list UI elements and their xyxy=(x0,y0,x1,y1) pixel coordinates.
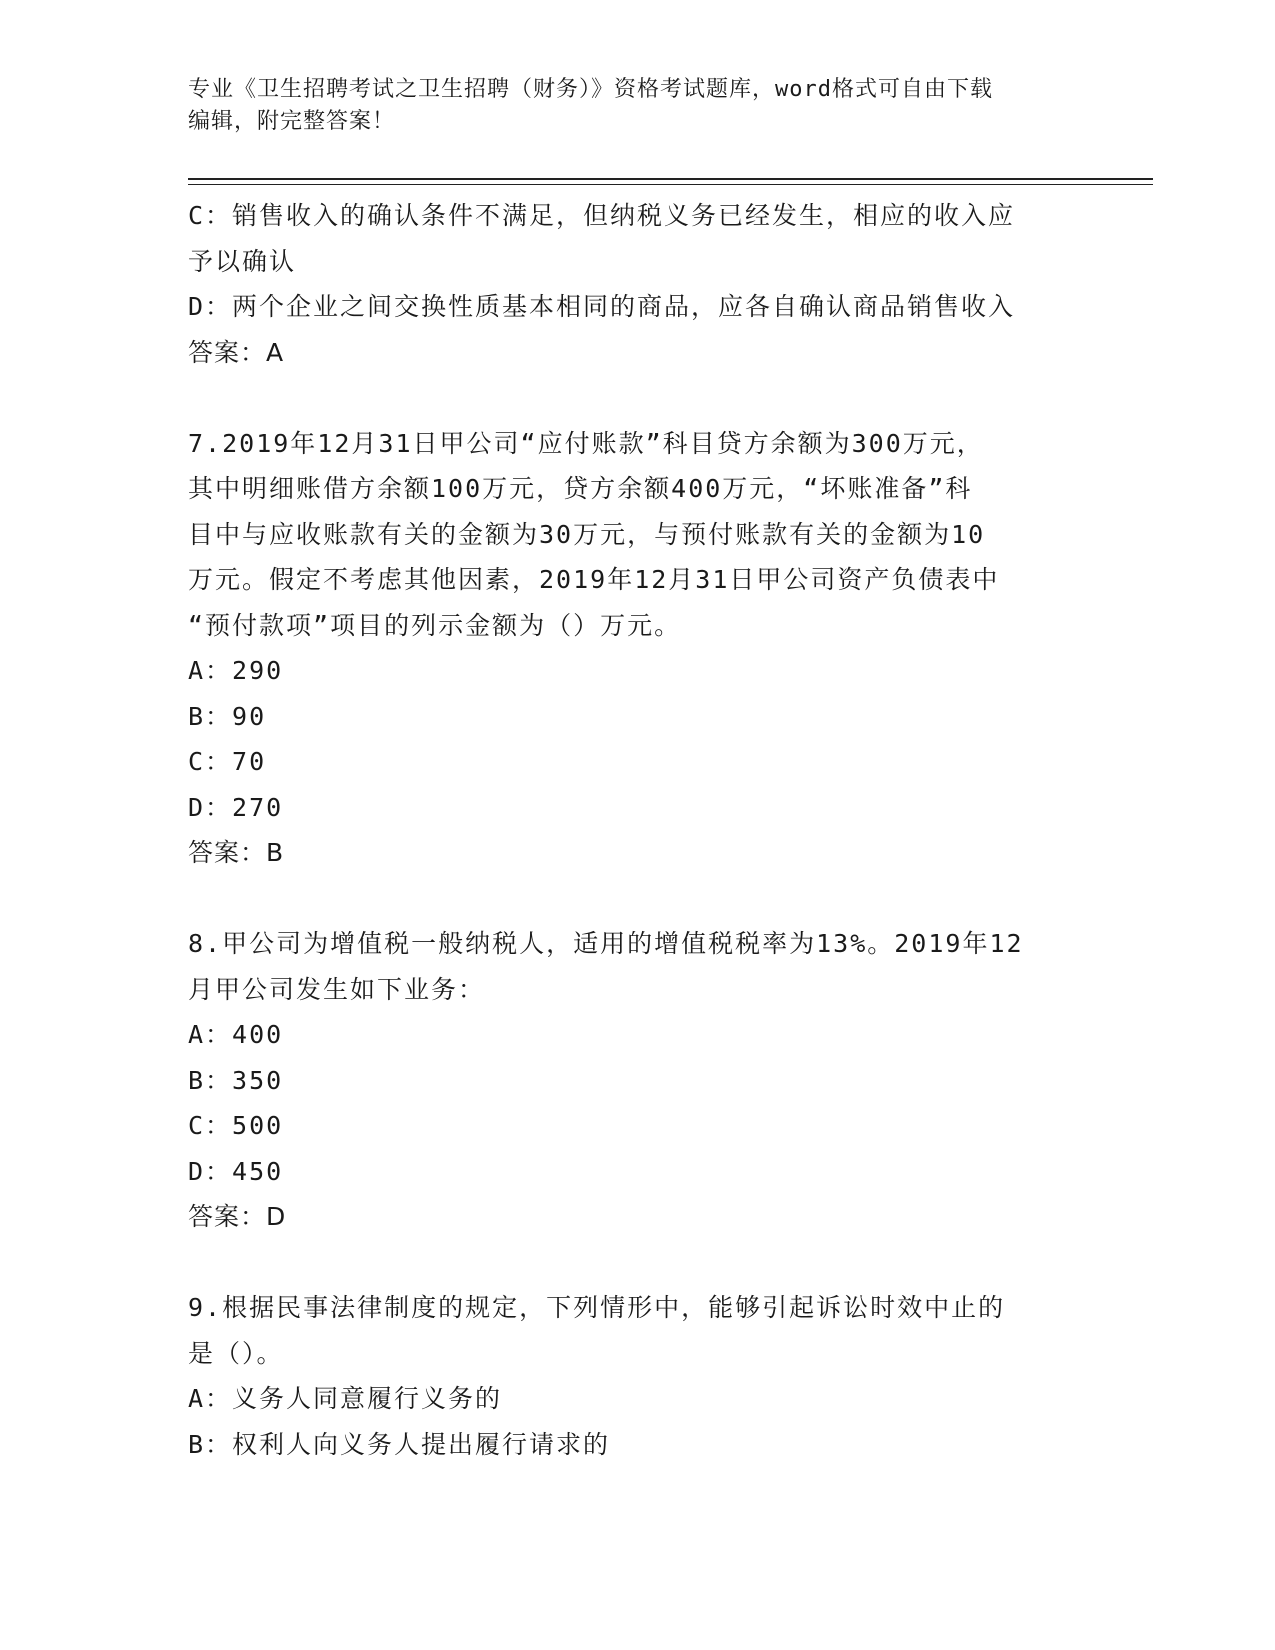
document-header xyxy=(188,74,1088,138)
question-stem-line: 月甲公司发生如下业务： xyxy=(188,974,486,1004)
option-a: A：义务人同意履行义务的 xyxy=(188,1384,503,1413)
option-c-line-2: 予以确认 xyxy=(188,246,297,276)
question-stem-line: 7.2019年12月31日甲公司“应付账款”科目贷方余额为300万元， xyxy=(188,428,984,458)
spacer xyxy=(188,876,1088,922)
answer: 答案：B xyxy=(188,838,285,867)
spacer xyxy=(188,375,1088,421)
header-divider-thin xyxy=(188,184,1153,185)
header-line-1: 专业《卫生招聘考试之卫生招聘（财务）》资格考试题库，word格式可自由下载 xyxy=(188,77,993,102)
question-stem-line: 9.根据民事法律制度的规定，下列情形中，能够引起诉讼时效中止的 xyxy=(188,1293,1006,1322)
answer: 答案：A xyxy=(188,337,285,367)
option-a: A：290 xyxy=(188,656,284,685)
question-6-continued xyxy=(188,193,1088,375)
spacer xyxy=(188,1240,1088,1286)
option-c: C：70 xyxy=(188,747,267,776)
header-line-2: 编辑，附完整答案！ xyxy=(188,109,396,134)
option-d: D：两个企业之间交换性质基本相同的商品，应各自确认商品销售收入 xyxy=(188,292,1016,321)
option-b: B：权利人向义务人提出履行请求的 xyxy=(188,1429,611,1459)
question-stem-line: 其中明细账借方余额100万元，贷方余额400万元，“坏账准备”科 xyxy=(188,474,973,503)
question-stem-line: 8.甲公司为增值税一般纳税人，适用的增值税税率为13%。2019年12 xyxy=(188,929,1024,958)
option-a: A：400 xyxy=(188,1020,284,1049)
question-stem-line: 是（）。 xyxy=(188,1338,284,1368)
question-8 xyxy=(188,921,1088,1240)
answer: 答案：D xyxy=(188,1202,287,1231)
option-c: C：500 xyxy=(188,1111,284,1140)
document-body xyxy=(188,193,1088,1467)
option-d: D：270 xyxy=(188,792,284,822)
option-b: B：350 xyxy=(188,1065,284,1095)
question-stem-line: 目中与应收账款有关的金额为30万元，与预付账款有关的金额为10 xyxy=(188,519,986,549)
option-c-line-1: C：销售收入的确认条件不满足，但纳税义务已经发生，相应的收入应 xyxy=(188,201,1016,230)
option-d: D：450 xyxy=(188,1156,284,1186)
question-stem-line: 万元。假定不考虑其他因素，2019年12月31日甲公司资产负债表中 xyxy=(188,565,1000,594)
option-b: B：90 xyxy=(188,701,267,731)
header-divider-thick xyxy=(188,178,1153,180)
question-stem-line: “预付款项”项目的列示金额为（）万元。 xyxy=(188,610,682,640)
question-7 xyxy=(188,421,1088,876)
question-9 xyxy=(188,1285,1088,1467)
